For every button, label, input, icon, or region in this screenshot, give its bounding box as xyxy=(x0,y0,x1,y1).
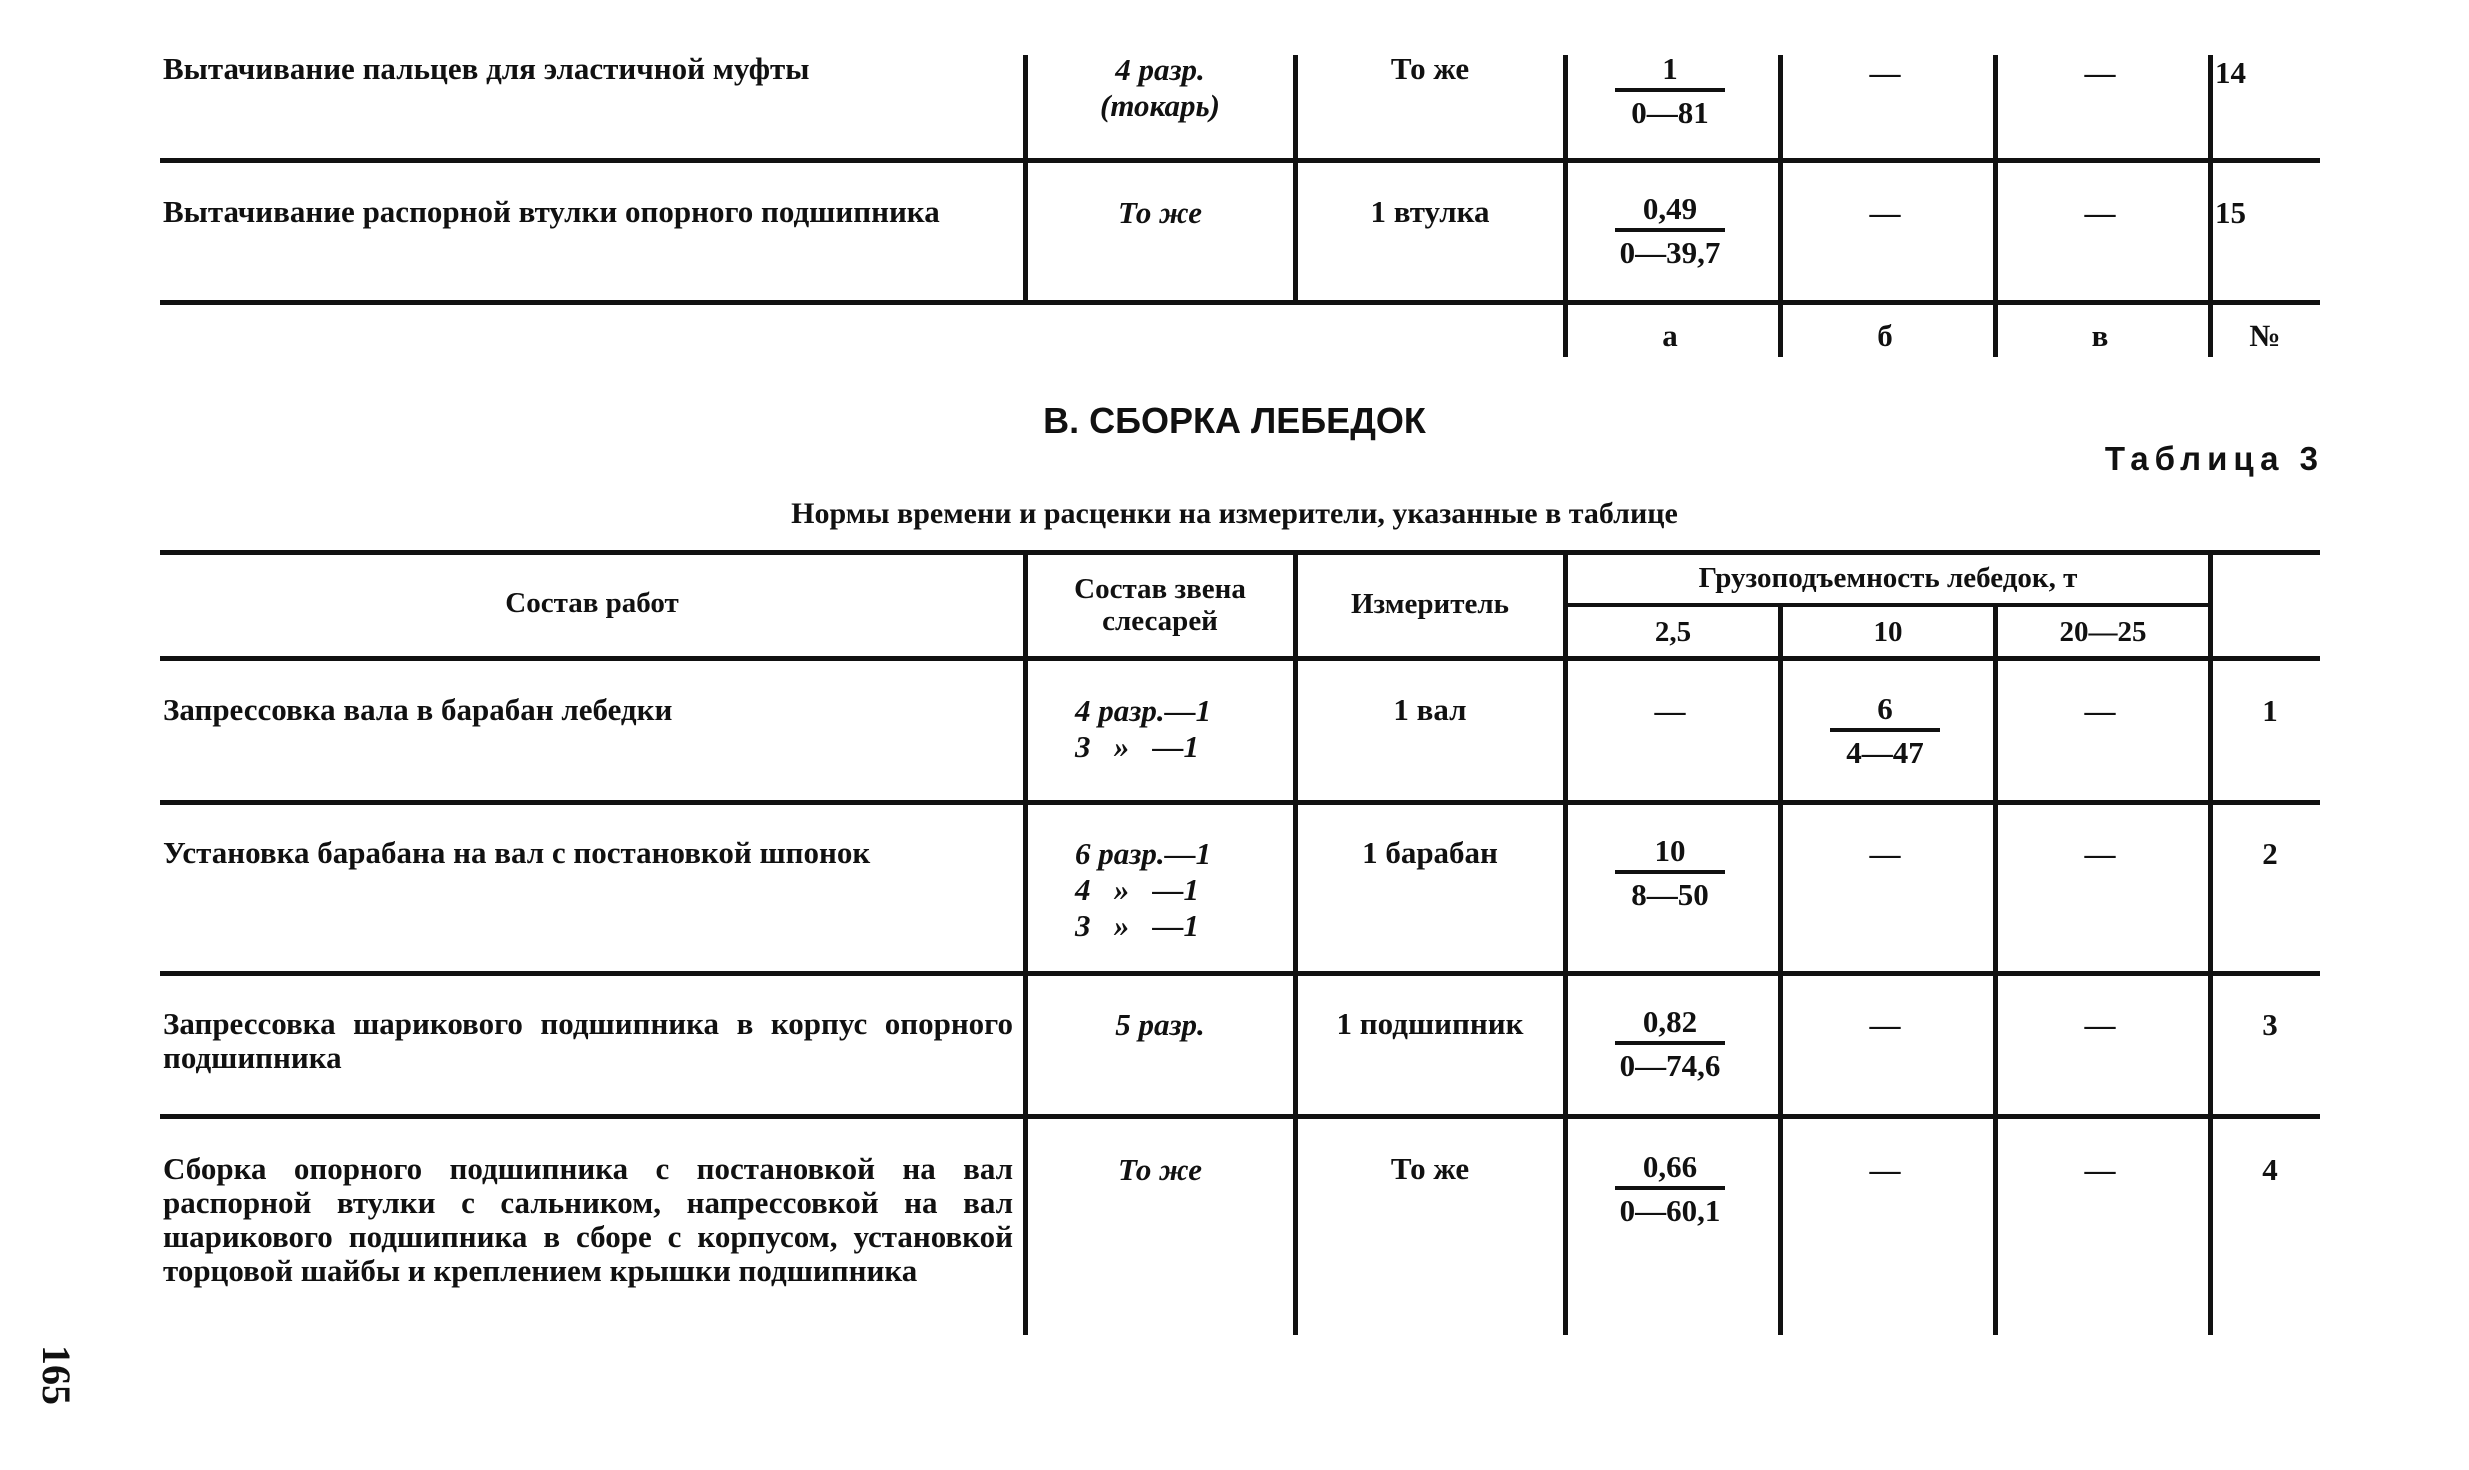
fraction-denominator: 8—50 xyxy=(1631,877,1709,912)
fraction-denominator: 0—60,1 xyxy=(1619,1193,1721,1228)
row-2-unit: 1 барабан xyxy=(1362,835,1498,870)
fraction-denominator: 4—47 xyxy=(1846,735,1924,770)
row-3-crew: 5 разр. xyxy=(1115,1007,1205,1042)
row-4-cap3: — xyxy=(2084,1152,2116,1187)
fraction-numerator: 10 xyxy=(1654,833,1686,868)
prev-vline-6 xyxy=(2208,55,2213,357)
prev-row-15-desc: Вытачивание распорной втулки опорного подшипника xyxy=(163,194,940,229)
row-2-cap3: — xyxy=(2084,836,2116,871)
prev-row-14-b: — xyxy=(1869,55,1901,90)
capacity-group-rule xyxy=(1563,603,2213,607)
prev-row-14-desc: Вытачивание пальцев для эластичной муфты xyxy=(163,51,810,86)
table-top-rule xyxy=(160,550,2320,555)
vline-unit xyxy=(1293,550,1298,1335)
row-1-crew: 4 разр.—1 3 » —1 xyxy=(1075,693,1212,764)
row-3-unit: 1 подшипник xyxy=(1336,1006,1524,1041)
table-label: Таблица 3 xyxy=(2104,440,2324,477)
fraction-denominator: 0—74,6 xyxy=(1619,1048,1721,1083)
prev-row-14-crew: 4 разр. (токарь) xyxy=(1100,52,1220,123)
section-title: В. СБОРКА ЛЕБЕДОК xyxy=(1043,400,1426,441)
prev-row-14-c: — xyxy=(2084,55,2116,90)
row-4-no: 4 xyxy=(2262,1152,2278,1187)
row-2-fraction-cap1 xyxy=(1565,832,1775,912)
row-3-cap3: — xyxy=(2084,1007,2116,1042)
prev-hline-1 xyxy=(160,158,2320,163)
row-4-desc: Сборка опорного подшипника с постановкой на вал распорной втулки с сальником, напрессовкой на вал шарикового подшипника в сборе с корпусом, установкой торцовой шайбы и креплением крышки подшипника xyxy=(163,1151,1013,1288)
prev-row-14-unit: То же xyxy=(1390,51,1470,86)
prev-footer-c: в xyxy=(2091,318,2109,353)
prev-row-14-fraction-a xyxy=(1565,50,1775,130)
row-1-desc: Запрессовка вала в барабан лебедки xyxy=(163,692,673,727)
row-1-cap3: — xyxy=(2084,693,2116,728)
header-cap-col-1: 2,5 xyxy=(1654,616,1692,648)
row-4-crew: То же xyxy=(1118,1152,1202,1187)
row-3-cap2: — xyxy=(1869,1007,1901,1042)
fraction-denominator: 0—39,7 xyxy=(1619,235,1721,270)
prev-vline-1 xyxy=(1023,55,1028,302)
header-crew: Состав звена слесарей xyxy=(1074,573,1246,637)
row-1-fraction-cap2 xyxy=(1780,690,1990,770)
header-cap-col-2: 10 xyxy=(1873,616,1903,648)
row-1-cap1: — xyxy=(1654,693,1686,728)
row-2-desc: Установка барабана на вал с постановкой шпонок xyxy=(163,835,871,870)
row-3-no: 3 xyxy=(2262,1007,2278,1042)
row-3-desc: Запрессовка шарикового подшипника в корпус опорного подшипника xyxy=(163,1006,1013,1075)
prev-row-15-fraction-a xyxy=(1565,190,1775,270)
vline-crew xyxy=(1023,550,1028,1335)
fraction-numerator: 6 xyxy=(1877,691,1893,726)
header-work: Состав работ xyxy=(505,587,679,619)
table-caption: Нормы времени и расценки на измерители, указанные в таблице xyxy=(791,497,1678,530)
fraction-denominator: 0—81 xyxy=(1631,95,1709,130)
header-unit: Измеритель xyxy=(1351,588,1509,620)
prev-row-15-no: 15 xyxy=(2215,195,2246,230)
prev-row-14-no: 14 xyxy=(2215,55,2246,90)
prev-row-15-crew: То же xyxy=(1118,195,1202,230)
row-2-crew: 6 разр.—1 4 » —1 3 » —1 xyxy=(1075,836,1212,943)
row-1-no: 1 xyxy=(2262,693,2278,728)
fraction-numerator: 0,49 xyxy=(1642,191,1698,226)
prev-footer-b: б xyxy=(1877,318,1893,353)
row-2-no: 2 xyxy=(2262,836,2278,871)
row-1-unit: 1 вал xyxy=(1393,692,1467,727)
fraction-numerator: 0,66 xyxy=(1642,1149,1698,1184)
header-cap-col-3: 20—25 xyxy=(2059,616,2147,648)
prev-row-15-c: — xyxy=(2084,195,2116,230)
page-number: 165 xyxy=(34,1345,79,1405)
prev-hline-2 xyxy=(160,300,2320,305)
row-3-fraction-cap1 xyxy=(1565,1003,1775,1083)
header-capacity: Грузоподъемность лебедок, т xyxy=(1698,562,2078,594)
prev-row-15-b: — xyxy=(1869,195,1901,230)
row-4-fraction-cap1 xyxy=(1565,1148,1775,1228)
fraction-numerator: 0,82 xyxy=(1642,1004,1698,1039)
row-2-cap2: — xyxy=(1869,836,1901,871)
prev-row-15-unit: 1 втулка xyxy=(1370,194,1490,229)
row-4-cap2: — xyxy=(1869,1152,1901,1187)
prev-footer-no: № xyxy=(2249,318,2281,353)
prev-footer-a: а xyxy=(1662,318,1678,353)
prev-vline-2 xyxy=(1293,55,1298,302)
vline-no xyxy=(2208,550,2213,1335)
row-4-unit: То же xyxy=(1390,1151,1470,1186)
fraction-numerator: 1 xyxy=(1662,51,1678,86)
